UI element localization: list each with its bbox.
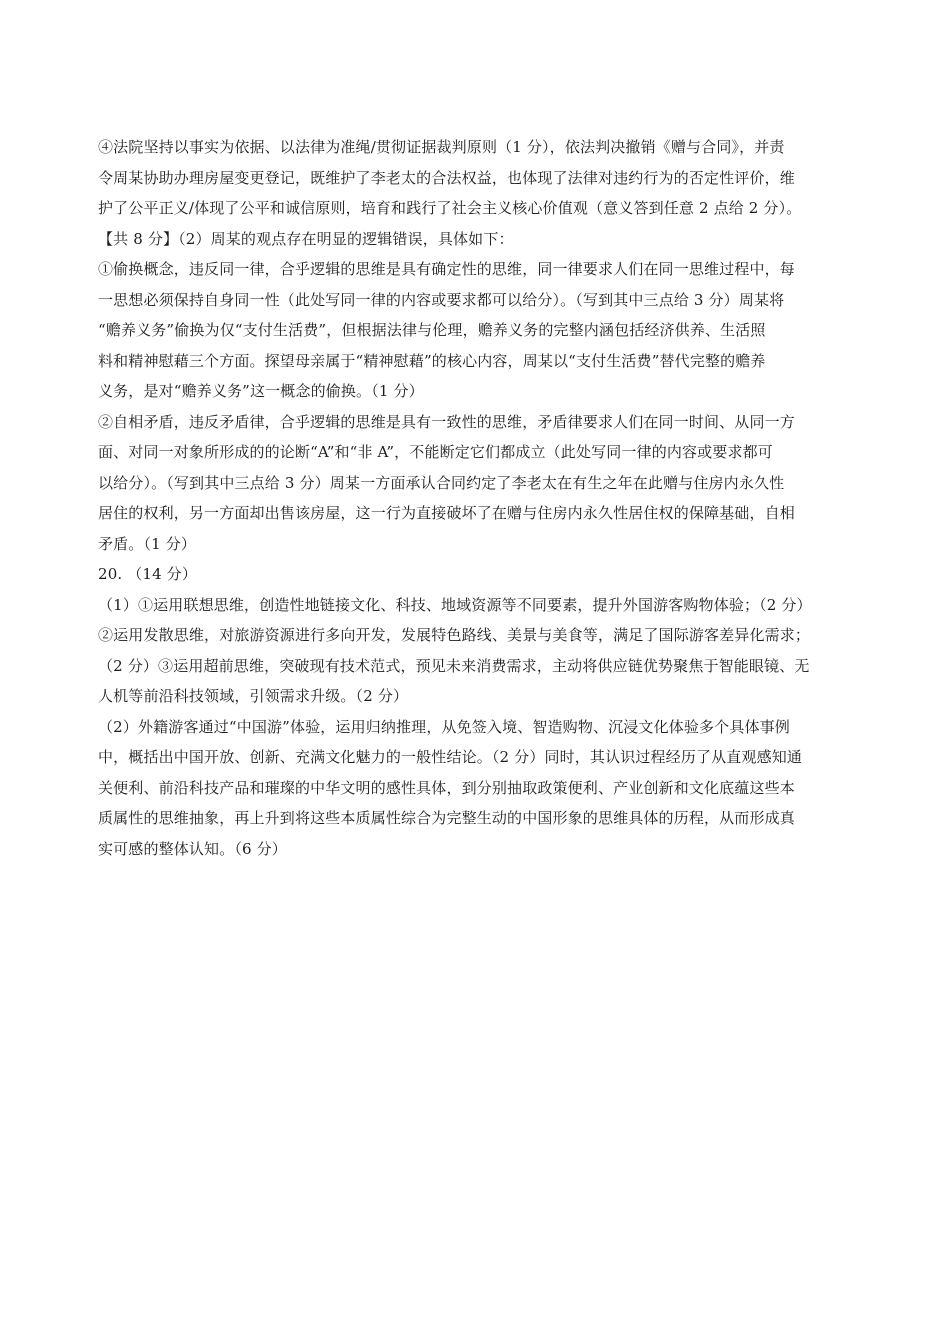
text-line: 关便利、前沿科技产品和璀璨的中华文明的感性具体，到分别抽取政策便利、产业创新和文化底蕴这些本 xyxy=(98,778,795,797)
text-line: ②自相矛盾，违反矛盾律，合乎逻辑的思维是具有一致性的思维，矛盾律要求人们在同一时间、从同一方 xyxy=(98,412,795,431)
text-line: 护了公平正义/体现了公平和诚信原则，培育和践行了社会主义核心价值观（意义答到任意 2 点给 2 分）。 xyxy=(98,199,802,217)
text-line: 料和精神慰藉三个方面。探望母亲属于“精神慰藉”的核心内容，周某以“支付生活费”替代完整的赡养 xyxy=(98,351,766,370)
text-line: （2 分）③运用超前思维，突破现有技术范式，预见未来消费需求，主动将供应链优势聚焦于智能眼镜、无 xyxy=(98,656,810,675)
text-line: 以给分）。（写到其中三点给 3 分）周某一方面承认合同约定了李老太在有生之年在此赠与住房内永久性 xyxy=(98,473,785,492)
text-line: ④法院坚持以事实为依据、以法律为准绳/贯彻证据裁判原则（1 分），依法判决撤销《赠与合同》，并责 xyxy=(98,138,785,156)
text-line: ①偷换概念，违反同一律，合乎逻辑的思维是具有确定性的思维，同一律要求人们在同一思维过程中，每 xyxy=(98,260,795,278)
text-line: 义务，是对“赡养义务”这一概念的偷换。（1 分） xyxy=(98,382,424,400)
text-line: “赡养义务”偷换为仅“支付生活费”，但根据法律与伦理，赡养义务的完整内涵包括经济供养、生活照 xyxy=(98,321,766,339)
text-line: （1）①运用联想思维，创造性地链接文化、科技、地域资源等不同要素，提升外国游客购物体验；（2 分） xyxy=(98,595,812,614)
text-line: 面、对同一对象所形成的的论断“A”和“非 A”，不能断定它们都成立（此处写同一律的内容或要求都可 xyxy=(98,443,773,461)
text-line: 中，概括出中国开放、创新、充满文化魅力的一般性结论。（2 分）同时，其认识过程经历了从直观感知通 xyxy=(98,748,803,766)
answer-text-block xyxy=(98,132,850,864)
text-line: 居住的权利，另一方面却出售该房屋，这一行为直接破坏了在赠与住房内永久性居住权的保障基础，自相 xyxy=(98,504,795,522)
section-heading-line: 【共 8 分】（2）周某的观点存在明显的逻辑错误，具体如下： xyxy=(98,229,514,248)
text-line: 人机等前沿科技领域，引领需求升级。（2 分） xyxy=(98,687,409,705)
text-line: 实可感的整体认知。（6 分） xyxy=(98,839,287,858)
question-number-line: 20. （14 分） xyxy=(98,565,197,583)
text-line: （2）外籍游客通过“中国游”体验，运用归纳推理，从免签入境、智造购物、沉浸文化体验多个具体事例 xyxy=(98,717,790,736)
text-line: 矛盾。（1 分） xyxy=(98,534,197,553)
text-line: 令周某协助办理房屋变更登记，既维护了李老太的合法权益，也体现了法律对违约行为的否定性评价，维 xyxy=(98,168,795,187)
text-line: 质属性的思维抽象，再上升到将这些本质属性综合为完整生动的中国形象的思维具体的历程，从而形成真 xyxy=(98,809,795,827)
text-line: 一思想必须保持自身同一性（此处写同一律的内容或要求都可以给分）。（写到其中三点给 3 分）周某将 xyxy=(98,290,785,309)
text-line: ②运用发散思维，对旅游资源进行多向开发，发展特色路线、美景与美食等，满足了国际游客差异化需求； xyxy=(98,626,811,644)
